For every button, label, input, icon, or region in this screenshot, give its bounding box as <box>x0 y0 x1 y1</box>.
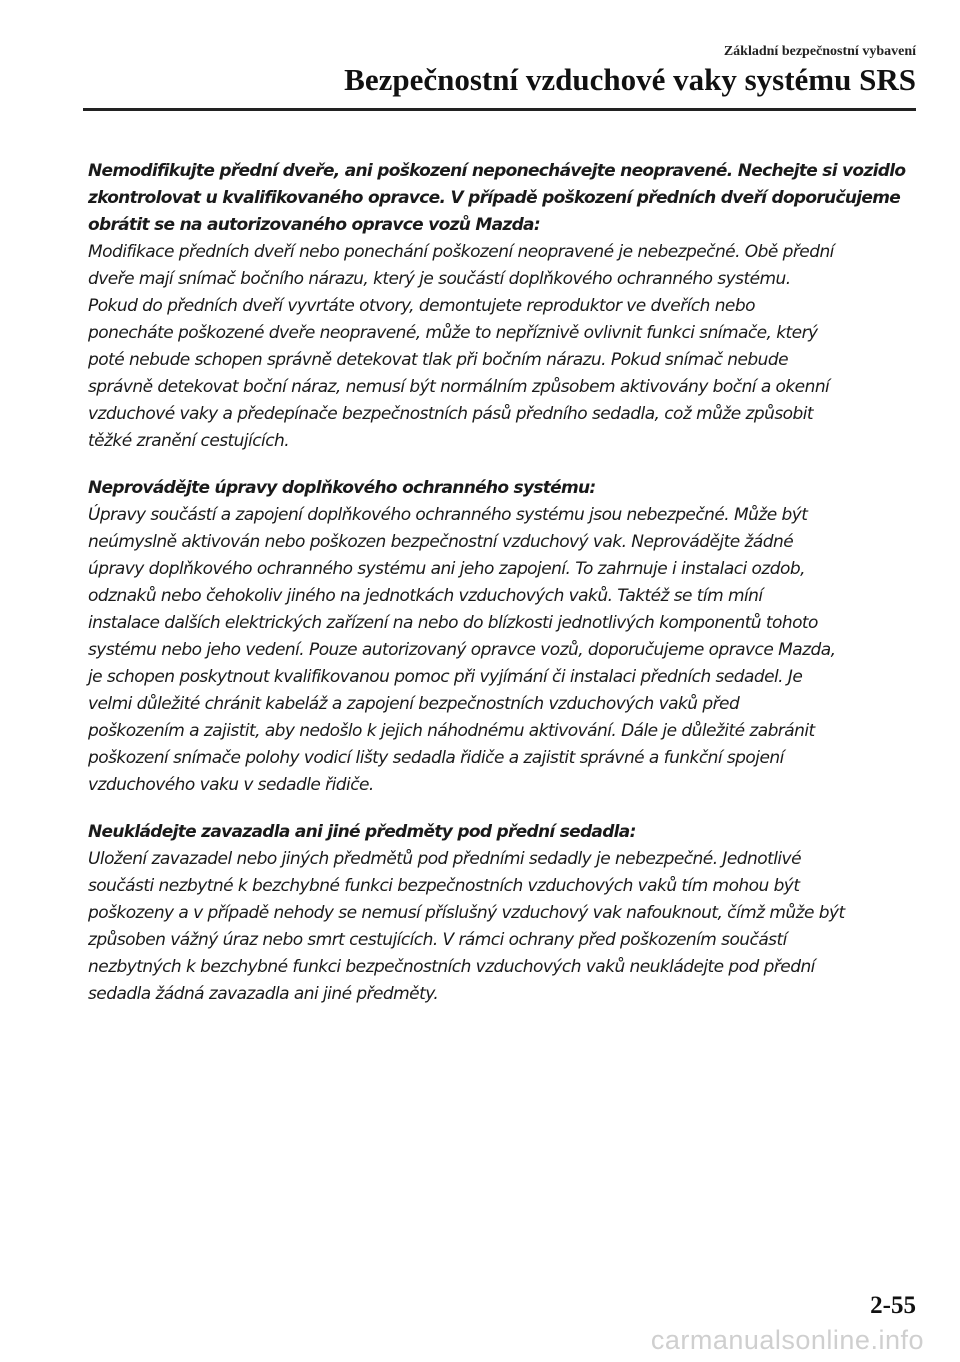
warning-body-line: vzduchové vaky a předepínače bezpečnostních pásů předního sedadla, což může způsobit <box>88 404 814 424</box>
warning-body-line: Pokud do předních dveří vyvrtáte otvory, demontujete reproduktor ve dveřích nebo <box>88 296 755 316</box>
warning-body-line: odznaků nebo čehokoliv jiného na jednotkách vzduchových vaků. Taktéž se tím míní <box>88 586 763 606</box>
warning-heading-line: Neukládejte zavazadla ani jiné předměty pod přední sedadla: <box>88 822 636 842</box>
warning-block-srs-modification <box>88 475 918 799</box>
warning-body-line: velmi důležité chránit kabeláž a zapojení bezpečnostních vzduchových vaků před <box>88 694 740 714</box>
section-name: Základní bezpečnostní vybavení <box>723 44 916 59</box>
warning-body-line: poškozeny a v případě nehody se nemusí příslušný vzduchový vak nafouknout, čímž může být <box>88 903 845 923</box>
warning-body-line: poté nebude schopen správně detekovat tlak při bočním nárazu. Pokud snímač nebude <box>88 350 789 370</box>
warning-body-line: instalace dalších elektrických zařízení na nebo do blízkosti jednotlivých komponentů tohoto <box>88 613 818 633</box>
warning-body-line: neúmyslně aktivován nebo poškozen bezpečnostní vzduchový vak. Neprovádějte žádné <box>88 532 794 552</box>
page-number: 2-55 <box>870 1292 916 1319</box>
warning-body-line: nezbytných k bezchybné funkci bezpečnostních vzduchových vaků neukládejte pod přední <box>88 957 815 977</box>
warning-body-line: sedadla žádná zavazadla ani jiné předměty. <box>88 984 439 1004</box>
warning-body-line: ponecháte poškozené dveře neopravené, může to nepříznivě ovlivnit funkci snímače, který <box>88 323 818 343</box>
warning-body-line: úpravy doplňkového ochranného systému ani jeho zapojení. To zahrnuje i instalaci ozdob, <box>88 559 805 579</box>
watermark: carmanualsonline.info <box>650 1325 924 1355</box>
warning-body-line: součásti nezbytné k bezchybné funkci bezpečnostních vzduchových vaků tím mohou být <box>88 876 800 896</box>
warning-heading-line: obrátit se na autorizovaného opravce vozů Mazda: <box>88 215 540 235</box>
warning-body-line: poškození snímače polohy vodicí lišty sedadla řidiče a zajistit správné a funkční spojení <box>88 748 784 768</box>
warning-body-line: těžké zranění cestujících. <box>88 431 290 451</box>
warning-body-line: dveře mají snímač bočního nárazu, který je součástí doplňkového ochranného systému. <box>88 269 791 289</box>
page-title: Bezpečnostní vzduchové vaky systému SRS <box>344 62 916 97</box>
warning-body-line: je schopen poskytnout kvalifikovanou pomoc při vyjímání či instalaci předních sedadel. Je <box>88 667 803 687</box>
warning-body-line: poškozením a zajistit, aby nedošlo k jejich náhodnému aktivování. Dále je důležité zabránit <box>88 721 815 741</box>
warning-body-line: způsoben vážný úraz nebo smrt cestujících. V rámci ochrany před poškozením součástí <box>88 930 787 950</box>
warning-block-doors <box>88 158 918 455</box>
warning-body-line: správně detekovat boční náraz, nemusí být normálním způsobem aktivovány boční a okenní <box>88 377 830 397</box>
warning-body-line: Modifikace předních dveří nebo ponechání poškození neopravené je nebezpečné. Obě přední <box>88 242 834 262</box>
warning-body-line: vzduchového vaku v sedadle řidiče. <box>88 775 374 795</box>
warning-heading-line: zkontrolovat u kvalifikovaného opravce. V případě poškození předních dveří doporučujeme <box>88 188 901 208</box>
warning-block-under-seats <box>88 819 918 1008</box>
header-divider <box>83 108 916 111</box>
page-content <box>88 158 918 1028</box>
warning-body-line: Uložení zavazadel nebo jiných předmětů pod předními sedadly je nebezpečné. Jednotlivé <box>88 849 801 869</box>
warning-heading-line: Nemodifikujte přední dveře, ani poškození neponechávejte neopravené. Nechejte si vozidlo <box>88 161 906 181</box>
warning-body-line: systému nebo jeho vedení. Pouze autorizovaný opravce vozů, doporučujeme opravce Mazda, <box>88 640 836 660</box>
warning-body-line: Úpravy součástí a zapojení doplňkového ochranného systému jsou nebezpečné. Může být <box>88 505 808 525</box>
warning-heading-line: Neprovádějte úpravy doplňkového ochranného systému: <box>88 478 596 498</box>
